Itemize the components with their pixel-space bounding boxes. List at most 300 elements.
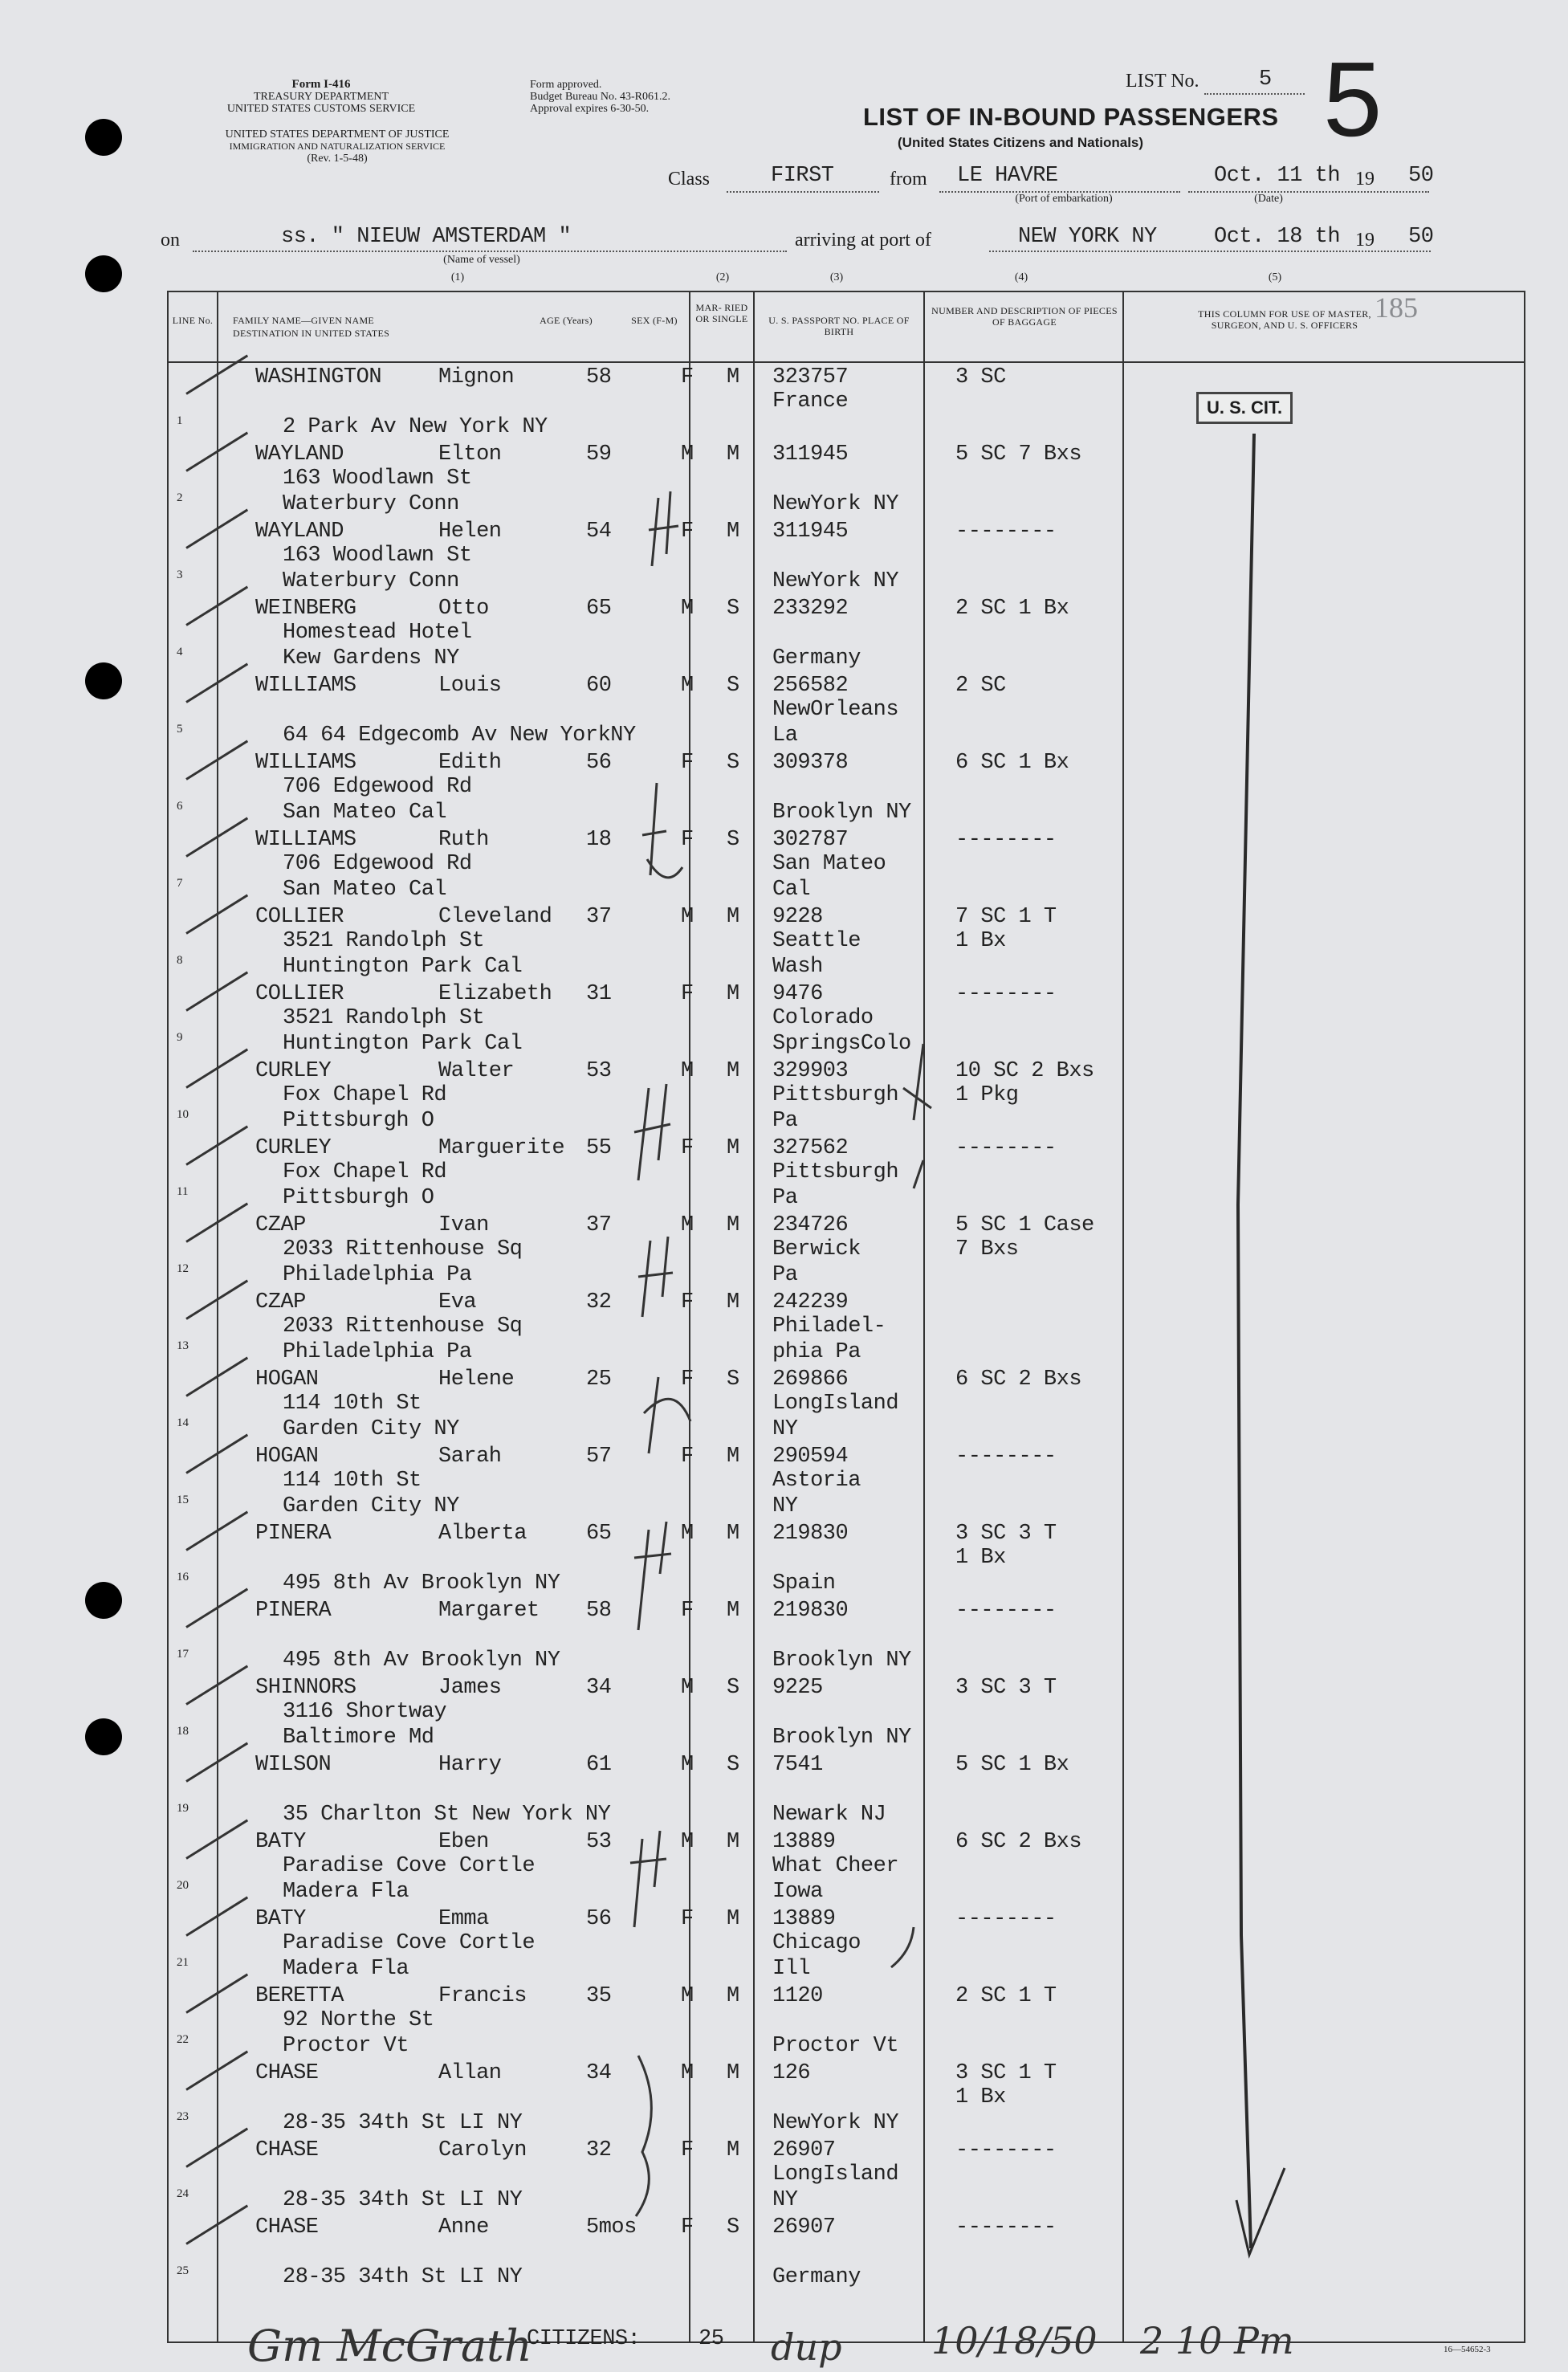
- marital-status: M: [727, 1984, 739, 2008]
- given-name: Elton: [438, 442, 502, 467]
- sex: M: [681, 1676, 694, 1700]
- class-value: FIRST: [771, 164, 834, 188]
- baggage: 3 SC 3 T: [955, 1676, 1057, 1700]
- marital-status: M: [727, 442, 739, 467]
- baggage-line-2: 1 Pkg: [955, 1083, 1019, 1107]
- header-destination: DESTINATION IN UNITED STATES: [233, 328, 390, 339]
- line-number: 3: [177, 569, 183, 581]
- birthplace-line-2: Germany: [772, 646, 861, 670]
- birthplace-line-2: SpringsColo: [772, 1032, 911, 1056]
- age: 58: [586, 365, 612, 389]
- passport-number: 290594: [772, 1445, 849, 1469]
- passport-number: 242239: [772, 1290, 849, 1314]
- customs-service: UNITED STATES CUSTOMS SERVICE: [226, 103, 416, 115]
- destination-line-1: Paradise Cove Cortle: [283, 1931, 536, 1955]
- baggage: --------: [955, 2215, 1057, 2240]
- header-age: AGE (Years): [540, 315, 593, 326]
- justice-dept: UNITED STATES DEPARTMENT OF JUSTICE: [225, 128, 450, 141]
- birthplace-line-2: Wash: [772, 955, 823, 979]
- baggage: 2 SC 1 Bx: [955, 597, 1069, 621]
- age: 60: [586, 674, 612, 698]
- family-name: WEINBERG: [255, 597, 356, 621]
- ins-service: IMMIGRATION AND NATURALIZATION SERVICE: [229, 141, 446, 152]
- age: 5mos: [586, 2215, 637, 2240]
- marital-status: M: [727, 905, 739, 929]
- marital-status: M: [727, 1213, 739, 1237]
- family-name: PINERA: [255, 1522, 332, 1546]
- arriving-label: arriving at port of: [795, 230, 931, 251]
- on-label: on: [161, 230, 180, 251]
- age: 65: [586, 1522, 612, 1546]
- line-number: 1: [177, 414, 183, 427]
- destination-line-1: 706 Edgewood Rd: [283, 852, 472, 876]
- line-number: 6: [177, 800, 183, 813]
- birthplace-line-1: Berwick: [772, 1237, 861, 1261]
- birthplace-line-2: NewYork NY: [772, 569, 899, 593]
- sex: F: [681, 520, 694, 544]
- destination-line-2: 28-35 34th St LI NY: [283, 2188, 523, 2212]
- col-num: (5): [1268, 271, 1282, 283]
- sex: F: [681, 982, 694, 1006]
- approval-text: Form approved.: [530, 79, 602, 91]
- line-number: 11: [177, 1185, 189, 1198]
- baggage: 2 SC 1 T: [955, 1984, 1057, 2008]
- approval-expiry: Approval expires 6-30-50.: [530, 103, 650, 115]
- family-name: CZAP: [255, 1213, 306, 1237]
- sex: M: [681, 674, 694, 698]
- birthplace-line-1: What Cheer: [772, 1854, 899, 1878]
- family-name: CHASE: [255, 2138, 319, 2162]
- arrival-date: Oct. 18 th: [1214, 225, 1341, 249]
- destination-line-1: 92 Northe St: [283, 2008, 434, 2032]
- baggage: --------: [955, 520, 1057, 544]
- age: 55: [586, 1136, 612, 1160]
- line-number: 25: [177, 2264, 189, 2277]
- sex: M: [681, 1059, 694, 1083]
- birthplace-line-1: NewOrleans: [772, 698, 899, 722]
- given-name: Mignon: [438, 365, 515, 389]
- given-name: Helen: [438, 520, 502, 544]
- header-line-no: LINE No.: [172, 315, 214, 326]
- passport-number: 1120: [772, 1984, 823, 2008]
- passport-number: 329903: [772, 1059, 849, 1083]
- age: 37: [586, 905, 612, 929]
- baggage: --------: [955, 1599, 1057, 1623]
- line-number: 17: [177, 1648, 189, 1661]
- sex: F: [681, 1445, 694, 1469]
- departure-date: Oct. 11 th: [1214, 164, 1341, 188]
- us-citizen-stamp: U. S. CIT.: [1196, 392, 1293, 424]
- inspector-signature: Gm McGrath: [247, 2321, 532, 2371]
- line-number: 19: [177, 1802, 189, 1815]
- page-subtitle: (United States Citizens and Nationals): [898, 135, 1144, 150]
- baggage: --------: [955, 1445, 1057, 1469]
- passport-number: 309378: [772, 751, 849, 775]
- birthplace-line-2: Pa: [772, 1263, 798, 1287]
- age: 58: [586, 1599, 612, 1623]
- destination-line-1: 2033 Rittenhouse Sq: [283, 1237, 523, 1261]
- family-name: WILLIAMS: [255, 751, 356, 775]
- sex: F: [681, 1367, 694, 1392]
- destination-line-2: 28-35 34th St LI NY: [283, 2265, 523, 2289]
- destination-line-2: Pittsburgh O: [283, 1186, 434, 1210]
- destination-line-2: Philadelphia Pa: [283, 1340, 472, 1364]
- arrival-year: 50: [1408, 225, 1434, 249]
- passport-number: 302787: [772, 828, 849, 852]
- destination-line-2: San Mateo Cal: [283, 878, 447, 902]
- class-label: Class: [668, 169, 711, 190]
- given-name: Allan: [438, 2061, 502, 2085]
- age: 65: [586, 597, 612, 621]
- birthplace-line-2: Iowa: [772, 1880, 823, 1904]
- marital-status: M: [727, 365, 739, 389]
- birthplace-line-1: LongIsland: [772, 1392, 899, 1416]
- passport-number: 13889: [772, 1830, 836, 1854]
- handwritten-date: 10/18/50: [931, 2319, 1098, 2362]
- year-prefix: 19: [1355, 230, 1375, 251]
- birthplace-line-1: Colorado: [772, 1006, 874, 1030]
- passport-number: 311945: [772, 442, 849, 467]
- family-name: HOGAN: [255, 1367, 319, 1392]
- list-no-label: LIST No.: [1126, 71, 1199, 92]
- birthplace-line-1: France: [772, 389, 849, 414]
- marital-status: S: [727, 1753, 739, 1777]
- baggage: --------: [955, 828, 1057, 852]
- marital-status: S: [727, 1367, 739, 1392]
- birthplace-line-2: Brooklyn NY: [772, 1726, 911, 1750]
- destination-line-2: Baltimore Md: [283, 1726, 434, 1750]
- age: 31: [586, 982, 612, 1006]
- header-officers: THIS COLUMN FOR USE OF MASTER, SURGEON, AND U. S. OFFICERS: [1198, 308, 1371, 331]
- print-code: 16—54652-3: [1444, 2345, 1491, 2354]
- marital-status: M: [727, 520, 739, 544]
- destination-line-2: 35 Charlton St New York NY: [283, 1803, 611, 1827]
- family-name: WILLIAMS: [255, 828, 356, 852]
- passport-number: 13889: [772, 1907, 836, 1931]
- destination-line-1: Fox Chapel Rd: [283, 1160, 447, 1184]
- sex: M: [681, 1753, 694, 1777]
- baggage: 5 SC 7 Bxs: [955, 442, 1082, 467]
- destination-line-2: 495 8th Av Brooklyn NY: [283, 1649, 560, 1673]
- family-name: HOGAN: [255, 1445, 319, 1469]
- line-number: 22: [177, 2033, 189, 2046]
- destination-line-2: Proctor Vt: [283, 2034, 409, 2058]
- destination-line-2: 64 64 Edgecomb Av New YorkNY: [283, 723, 636, 748]
- arrival-port: NEW YORK NY: [1018, 225, 1157, 249]
- destination-line-2: Waterbury Conn: [283, 492, 459, 516]
- family-name: WILSON: [255, 1753, 332, 1777]
- marital-status: M: [727, 1059, 739, 1083]
- baggage: 6 SC 2 Bxs: [955, 1367, 1082, 1392]
- baggage-line-2: 1 Bx: [955, 2085, 1006, 2109]
- birthplace-line-1: Pittsburgh: [772, 1160, 899, 1184]
- marital-status: M: [727, 1830, 739, 1854]
- birthplace-line-2: Cal: [772, 878, 811, 902]
- line-number: 9: [177, 1031, 183, 1044]
- given-name: Sarah: [438, 1445, 502, 1469]
- destination-line-2: Pittsburgh O: [283, 1109, 434, 1133]
- header-family-name: FAMILY NAME—GIVEN NAME: [233, 315, 375, 326]
- baggage: --------: [955, 2138, 1057, 2162]
- sex: F: [681, 828, 694, 852]
- passport-number: 9225: [772, 1676, 823, 1700]
- sex: M: [681, 2061, 694, 2085]
- baggage: 10 SC 2 Bxs: [955, 1059, 1094, 1083]
- destination-line-1: Homestead Hotel: [283, 621, 472, 645]
- given-name: James: [438, 1676, 502, 1700]
- marital-status: M: [727, 1290, 739, 1314]
- handwritten-time: 2 10 Pm: [1140, 2319, 1294, 2362]
- given-name: Louis: [438, 674, 502, 698]
- birthplace-line-2: NewYork NY: [772, 2111, 899, 2135]
- destination-line-1: 114 10th St: [283, 1469, 422, 1493]
- passport-number: 311945: [772, 520, 849, 544]
- citizens-count: 25: [698, 2327, 724, 2351]
- family-name: CHASE: [255, 2061, 319, 2085]
- line-number: 15: [177, 1494, 189, 1506]
- page-title: LIST OF IN-BOUND PASSENGERS: [863, 103, 1279, 131]
- marital-status: M: [727, 2138, 739, 2162]
- line-number: 21: [177, 1956, 189, 1969]
- baggage: 3 SC 1 T: [955, 2061, 1057, 2085]
- handwritten-note: dup: [771, 2325, 842, 2369]
- destination-line-2: 2 Park Av New York NY: [283, 415, 548, 439]
- destination-line-2: Philadelphia Pa: [283, 1263, 472, 1287]
- col-num: (4): [1014, 271, 1028, 283]
- birthplace-line-2: Brooklyn NY: [772, 801, 911, 825]
- family-name: COLLIER: [255, 905, 344, 929]
- destination-line-1: Paradise Cove Cortle: [283, 1854, 536, 1878]
- marital-status: M: [727, 1445, 739, 1469]
- birthplace-line-2: NY: [772, 2188, 798, 2212]
- sex: F: [681, 1290, 694, 1314]
- baggage-line-2: 7 Bxs: [955, 1237, 1019, 1261]
- given-name: Walter: [438, 1059, 515, 1083]
- birthplace-line-2: Newark NJ: [772, 1803, 886, 1827]
- line-number: 20: [177, 1879, 189, 1892]
- sex: M: [681, 1830, 694, 1854]
- form-number: Form I-416: [291, 78, 351, 91]
- destination-line-2: Waterbury Conn: [283, 569, 459, 593]
- given-name: Eben: [438, 1830, 489, 1854]
- birthplace-line-2: NY: [772, 1417, 798, 1441]
- line-number: 16: [177, 1571, 189, 1583]
- family-name: WILLIAMS: [255, 674, 356, 698]
- sex: M: [681, 442, 694, 467]
- marital-status: M: [727, 982, 739, 1006]
- birthplace-line-2: Pa: [772, 1186, 798, 1210]
- family-name: CHASE: [255, 2215, 319, 2240]
- citizens-label: CITIZENS:: [527, 2327, 641, 2351]
- destination-line-1: 163 Woodlawn St: [283, 544, 472, 568]
- age: 35: [586, 1984, 612, 2008]
- budget-bureau: Budget Bureau No. 43-R061.2.: [530, 91, 670, 103]
- line-number: 2: [177, 491, 183, 504]
- baggage: --------: [955, 1907, 1057, 1931]
- birthplace-line-1: Astoria: [772, 1469, 861, 1493]
- year-prefix: 19: [1355, 169, 1375, 190]
- given-name: Cleveland: [438, 905, 552, 929]
- given-name: Margaret: [438, 1599, 540, 1623]
- family-name: SHINNORS: [255, 1676, 356, 1700]
- marital-status: M: [727, 1599, 739, 1623]
- given-name: Anne: [438, 2215, 489, 2240]
- passport-number: 9228: [772, 905, 823, 929]
- birthplace-line-2: phia Pa: [772, 1340, 861, 1364]
- passport-number: 233292: [772, 597, 849, 621]
- age: 53: [586, 1830, 612, 1854]
- sex: F: [681, 1136, 694, 1160]
- baggage: --------: [955, 982, 1057, 1006]
- destination-line-1: 163 Woodlawn St: [283, 467, 472, 491]
- baggage: 6 SC 1 Bx: [955, 751, 1069, 775]
- given-name: Alberta: [438, 1522, 527, 1546]
- age: 32: [586, 1290, 612, 1314]
- marital-status: S: [727, 597, 739, 621]
- passport-number: 26907: [772, 2138, 836, 2162]
- revision: (Rev. 1-5-48): [307, 153, 368, 165]
- family-name: WAYLAND: [255, 520, 344, 544]
- destination-line-2: San Mateo Cal: [283, 801, 447, 825]
- destination-line-2: 28-35 34th St LI NY: [283, 2111, 523, 2135]
- col-num: (2): [715, 271, 730, 283]
- line-number: 18: [177, 1725, 189, 1738]
- port-caption: (Port of embarkation): [1015, 193, 1113, 205]
- family-name: PINERA: [255, 1599, 332, 1623]
- sex: M: [681, 1522, 694, 1546]
- birthplace-line-2: Ill: [772, 1957, 811, 1981]
- marital-status: M: [727, 1907, 739, 1931]
- destination-line-1: 706 Edgewood Rd: [283, 775, 472, 799]
- birthplace-line-1: Pittsburgh: [772, 1083, 899, 1107]
- birthplace-line-1: Philadel-: [772, 1314, 886, 1339]
- baggage-line-2: 1 Bx: [955, 929, 1006, 953]
- sex: M: [681, 905, 694, 929]
- passport-number: 234726: [772, 1213, 849, 1237]
- col-num: (1): [450, 271, 465, 283]
- destination-line-1: 2033 Rittenhouse Sq: [283, 1314, 523, 1339]
- passport-number: 219830: [772, 1522, 849, 1546]
- age: 56: [586, 751, 612, 775]
- line-number: 5: [177, 723, 183, 736]
- marital-status: M: [727, 1522, 739, 1546]
- marital-status: M: [727, 1136, 739, 1160]
- header-baggage: NUMBER AND DESCRIPTION OF PIECES OF BAGGAGE: [931, 305, 1118, 328]
- destination-line-2: Kew Gardens NY: [283, 646, 459, 670]
- sex: F: [681, 365, 694, 389]
- family-name: WAYLAND: [255, 442, 344, 467]
- sex: M: [681, 597, 694, 621]
- passport-number: 26907: [772, 2215, 836, 2240]
- header-married: MAR- RIED OR SINGLE: [695, 302, 748, 324]
- list-no: 5: [1259, 67, 1272, 92]
- passport-number: 9476: [772, 982, 823, 1006]
- sex: M: [681, 1984, 694, 2008]
- sex: F: [681, 1907, 694, 1931]
- header-passport: U. S. PASSPORT NO. PLACE OF BIRTH: [768, 315, 910, 337]
- passport-number: 126: [772, 2061, 811, 2085]
- birthplace-line-2: Proctor Vt: [772, 2034, 899, 2058]
- marital-status: S: [727, 751, 739, 775]
- birthplace-line-2: Pa: [772, 1109, 798, 1133]
- given-name: Emma: [438, 1907, 489, 1931]
- given-name: Francis: [438, 1984, 527, 2008]
- birthplace-line-1: Chicago: [772, 1931, 861, 1955]
- destination-line-1: 3116 Shortway: [283, 1700, 447, 1724]
- age: 37: [586, 1213, 612, 1237]
- destination-line-1: 3521 Randolph St: [283, 929, 485, 953]
- port-of-embarkation: LE HAVRE: [957, 164, 1058, 188]
- destination-line-2: Garden City NY: [283, 1417, 459, 1441]
- destination-line-2: Madera Fla: [283, 1880, 409, 1904]
- baggage: 7 SC 1 T: [955, 905, 1057, 929]
- line-number: 13: [177, 1339, 189, 1352]
- passport-number: 256582: [772, 674, 849, 698]
- treasury-dept: TREASURY DEPARTMENT: [253, 91, 389, 103]
- baggage-line-2: 1 Bx: [955, 1546, 1006, 1570]
- passport-number: 323757: [772, 365, 849, 389]
- line-number: 14: [177, 1416, 189, 1429]
- baggage: 5 SC 1 Bx: [955, 1753, 1069, 1777]
- passport-number: 269866: [772, 1367, 849, 1392]
- given-name: Carolyn: [438, 2138, 527, 2162]
- line-number: 12: [177, 1262, 189, 1275]
- line-number: 4: [177, 646, 183, 658]
- marital-status: S: [727, 828, 739, 852]
- list-no-handwritten: 5: [1323, 40, 1383, 158]
- destination-line-2: Huntington Park Cal: [283, 1032, 523, 1056]
- birthplace-line-1: LongIsland: [772, 2162, 899, 2187]
- destination-line-2: 495 8th Av Brooklyn NY: [283, 1571, 560, 1596]
- baggage: 3 SC: [955, 365, 1006, 389]
- page-stamp-number: 185: [1375, 291, 1418, 324]
- vessel-caption: (Name of vessel): [443, 254, 520, 266]
- marital-status: M: [727, 2061, 739, 2085]
- age: 32: [586, 2138, 612, 2162]
- sex: F: [681, 751, 694, 775]
- birthplace-line-2: La: [772, 723, 798, 748]
- marital-status: S: [727, 2215, 739, 2240]
- given-name: Edith: [438, 751, 502, 775]
- line-number: 7: [177, 877, 183, 890]
- given-name: Ruth: [438, 828, 489, 852]
- birthplace-line-2: NY: [772, 1494, 798, 1518]
- sex: F: [681, 2215, 694, 2240]
- line-number: 10: [177, 1108, 189, 1121]
- given-name: Helene: [438, 1367, 515, 1392]
- marital-status: S: [727, 1676, 739, 1700]
- baggage: 2 SC: [955, 674, 1006, 698]
- date-caption: (Date): [1254, 193, 1283, 205]
- birthplace-line-2: NewYork NY: [772, 492, 899, 516]
- age: 53: [586, 1059, 612, 1083]
- from-label: from: [890, 169, 927, 190]
- birthplace-line-1: San Mateo: [772, 852, 886, 876]
- line-number: 23: [177, 2110, 189, 2123]
- baggage: --------: [955, 1136, 1057, 1160]
- destination-line-1: 3521 Randolph St: [283, 1006, 485, 1030]
- age: 34: [586, 1676, 612, 1700]
- header-sex: SEX (F-M): [631, 315, 678, 326]
- family-name: COLLIER: [255, 982, 344, 1006]
- family-name: BERETTA: [255, 1984, 344, 2008]
- family-name: CURLEY: [255, 1059, 332, 1083]
- passport-number: 7541: [772, 1753, 823, 1777]
- baggage: 5 SC 1 Case: [955, 1213, 1094, 1237]
- given-name: Eva: [438, 1290, 477, 1314]
- line-number: 8: [177, 954, 183, 967]
- passport-number: 327562: [772, 1136, 849, 1160]
